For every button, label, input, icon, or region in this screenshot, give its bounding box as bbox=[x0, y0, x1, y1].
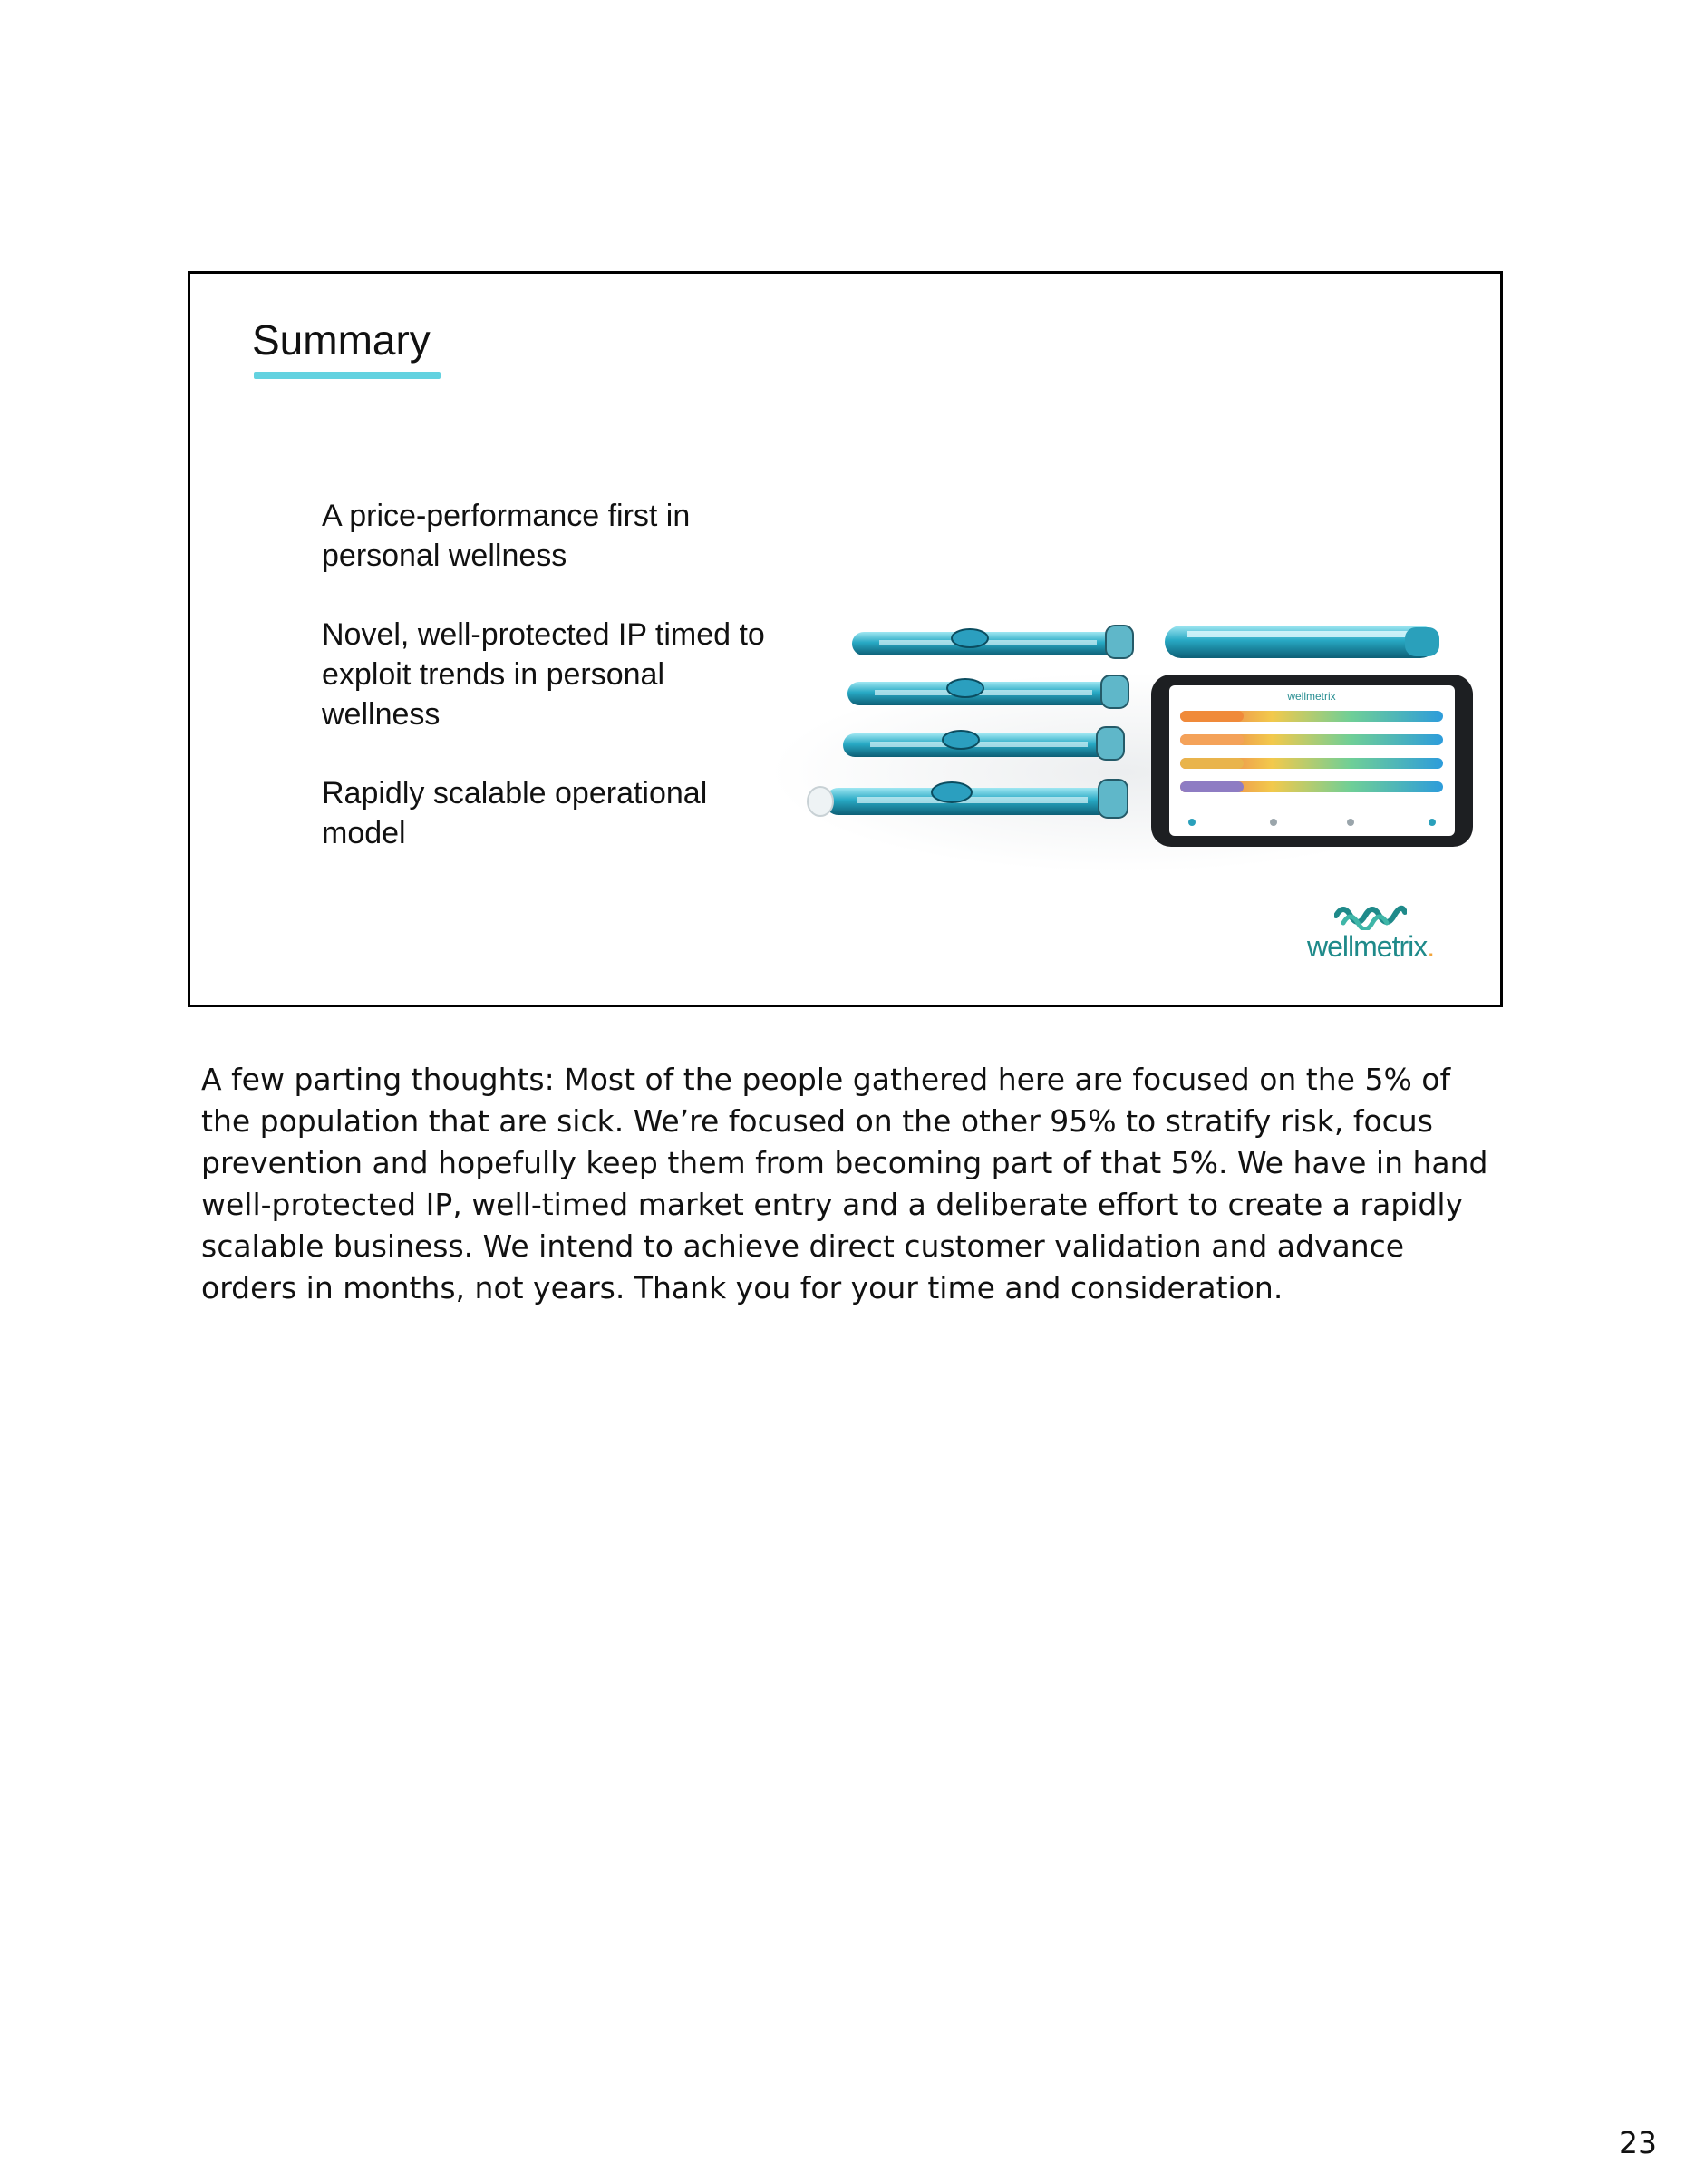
bullet-item: A price-performance first in personal wellness bbox=[322, 499, 691, 573]
page-number: 23 bbox=[1619, 2125, 1657, 2160]
smartphone bbox=[1151, 675, 1473, 847]
test-strip-device bbox=[852, 626, 1133, 658]
app-header: wellmetrix bbox=[1287, 690, 1336, 703]
wave-logo-icon bbox=[1334, 899, 1407, 930]
bullet-item: Rapidly scalable operational model bbox=[322, 776, 708, 850]
slide-title: Summary bbox=[252, 316, 431, 364]
bullet-item: Novel, well-protected IP timed to exploit trends in personal wellness bbox=[322, 617, 765, 732]
slide bbox=[188, 271, 1503, 1007]
title-underline bbox=[254, 372, 441, 379]
speaker-notes: A few parting thoughts: Most of the people gathered here are focused on the 5% of the population that are sick. We’re focused on the other 95% to stratify risk, focus prevention and hopefully keep them from becoming part of that 5%. We have in hand well-protected IP, well-timed market entry and a deliberate effort to create a rapidly scalable business. We intend to achieve direct customer validation and advance orders in months, not years. Thank you for your time and consideration. bbox=[201, 1062, 1488, 1306]
product-image bbox=[770, 500, 1477, 890]
sealed-tube bbox=[1165, 626, 1439, 658]
logo-text: wellmetrix. bbox=[1307, 930, 1435, 963]
wellmetrix-logo bbox=[1307, 899, 1452, 972]
bullet-list bbox=[322, 496, 775, 892]
